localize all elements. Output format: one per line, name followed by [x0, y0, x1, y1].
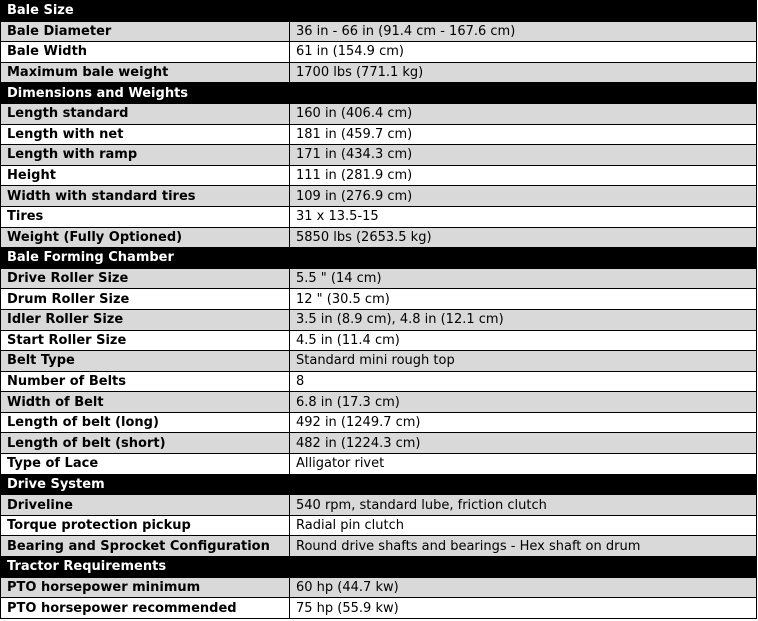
spec-value: 31 x 13.5-15	[290, 206, 757, 227]
spec-row	[1, 330, 757, 351]
spec-value: 60 hp (44.7 kw)	[290, 577, 757, 598]
spec-row	[1, 227, 757, 248]
spec-row	[1, 206, 757, 227]
spec-value: 8	[290, 371, 757, 392]
section-title: Drive System	[1, 474, 290, 495]
spec-label: Drive Roller Size	[1, 268, 290, 289]
spec-label: Length of belt (short)	[1, 433, 290, 454]
spec-row	[1, 165, 757, 186]
spec-value: Radial pin clutch	[290, 515, 757, 536]
spec-value: Round drive shafts and bearings - Hex shaft on drum	[290, 536, 757, 557]
section-header-row	[1, 557, 757, 578]
spec-value: 3.5 in (8.9 cm), 4.8 in (12.1 cm)	[290, 309, 757, 330]
spec-label: Driveline	[1, 495, 290, 516]
section-title: Bale Forming Chamber	[1, 248, 290, 269]
section-header-filler	[290, 557, 757, 578]
spec-label: Length standard	[1, 103, 290, 124]
section-header-row	[1, 83, 757, 104]
spec-value: 492 in (1249.7 cm)	[290, 412, 757, 433]
spec-label: Width of Belt	[1, 392, 290, 413]
spec-row	[1, 454, 757, 475]
spec-value: Alligator rivet	[290, 454, 757, 475]
spec-value: 482 in (1224.3 cm)	[290, 433, 757, 454]
spec-label: Bearing and Sprocket Configuration	[1, 536, 290, 557]
spec-row	[1, 577, 757, 598]
spec-label: Height	[1, 165, 290, 186]
spec-row	[1, 412, 757, 433]
spec-label: Maximum bale weight	[1, 62, 290, 83]
spec-label: Torque protection pickup	[1, 515, 290, 536]
spec-value: 540 rpm, standard lube, friction clutch	[290, 495, 757, 516]
spec-label: Length with ramp	[1, 145, 290, 166]
spec-value: 61 in (154.9 cm)	[290, 42, 757, 63]
spec-label: PTO horsepower minimum	[1, 577, 290, 598]
spec-label: Idler Roller Size	[1, 309, 290, 330]
section-header-row	[1, 1, 757, 22]
spec-value: 12 " (30.5 cm)	[290, 289, 757, 310]
section-header-filler	[290, 248, 757, 269]
spec-row	[1, 186, 757, 207]
spec-label: Width with standard tires	[1, 186, 290, 207]
spec-value: 5.5 " (14 cm)	[290, 268, 757, 289]
spec-row	[1, 515, 757, 536]
spec-row	[1, 351, 757, 372]
spec-value: 181 in (459.7 cm)	[290, 124, 757, 145]
spec-row	[1, 371, 757, 392]
spec-label: Number of Belts	[1, 371, 290, 392]
spec-value: 6.8 in (17.3 cm)	[290, 392, 757, 413]
spec-row	[1, 309, 757, 330]
spec-row	[1, 495, 757, 516]
section-title: Tractor Requirements	[1, 557, 290, 578]
spec-label: Weight (Fully Optioned)	[1, 227, 290, 248]
section-header-filler	[290, 474, 757, 495]
spec-row	[1, 124, 757, 145]
spec-value: Standard mini rough top	[290, 351, 757, 372]
spec-row	[1, 392, 757, 413]
spec-value: 75 hp (55.9 kw)	[290, 598, 757, 619]
spec-row	[1, 289, 757, 310]
spec-row	[1, 536, 757, 557]
spec-value: 1700 lbs (771.1 kg)	[290, 62, 757, 83]
spec-value: 171 in (434.3 cm)	[290, 145, 757, 166]
spec-value: 5850 lbs (2653.5 kg)	[290, 227, 757, 248]
section-title: Dimensions and Weights	[1, 83, 290, 104]
spec-row	[1, 103, 757, 124]
section-header-filler	[290, 1, 757, 22]
spec-label: Tires	[1, 206, 290, 227]
spec-value: 160 in (406.4 cm)	[290, 103, 757, 124]
spec-row	[1, 433, 757, 454]
spec-label: Bale Width	[1, 42, 290, 63]
spec-label: Drum Roller Size	[1, 289, 290, 310]
spec-label: Length of belt (long)	[1, 412, 290, 433]
spec-label: Bale Diameter	[1, 21, 290, 42]
spec-row	[1, 42, 757, 63]
spec-value: 109 in (276.9 cm)	[290, 186, 757, 207]
section-header-row	[1, 248, 757, 269]
spec-value: 4.5 in (11.4 cm)	[290, 330, 757, 351]
spec-row	[1, 62, 757, 83]
spec-row	[1, 268, 757, 289]
spec-label: Belt Type	[1, 351, 290, 372]
spec-label: PTO horsepower recommended	[1, 598, 290, 619]
section-title: Bale Size	[1, 1, 290, 22]
spec-table-body	[1, 1, 757, 619]
spec-label: Type of Lace	[1, 454, 290, 475]
section-header-filler	[290, 83, 757, 104]
spec-row	[1, 598, 757, 619]
spec-label: Start Roller Size	[1, 330, 290, 351]
spec-row	[1, 21, 757, 42]
spec-label: Length with net	[1, 124, 290, 145]
spec-value: 111 in (281.9 cm)	[290, 165, 757, 186]
section-header-row	[1, 474, 757, 495]
spec-row	[1, 145, 757, 166]
spec-value: 36 in - 66 in (91.4 cm - 167.6 cm)	[290, 21, 757, 42]
